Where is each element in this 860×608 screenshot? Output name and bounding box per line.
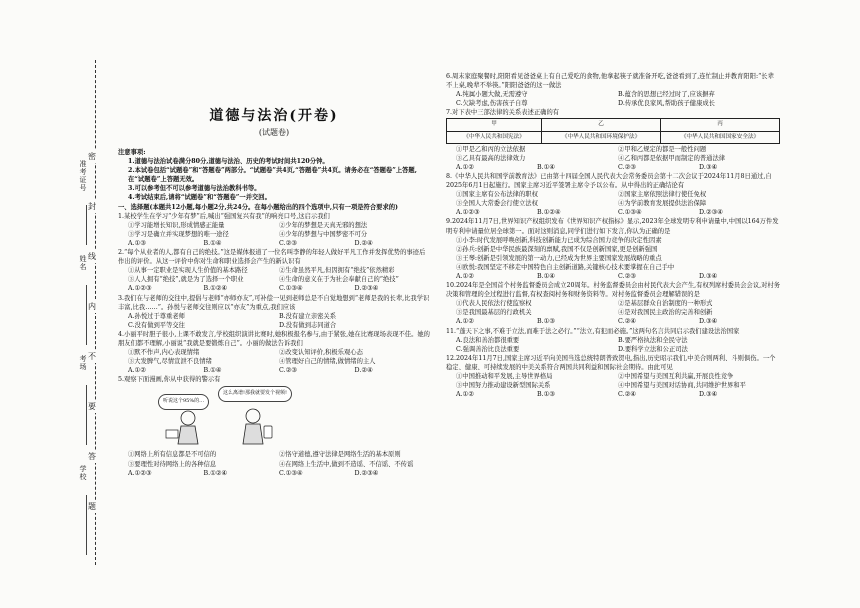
- question-choices: [446, 90, 780, 108]
- answer-options: [118, 239, 430, 248]
- question-choices: [446, 372, 780, 390]
- law-table: [446, 118, 780, 143]
- choice: ②生命虽然平凡,但因拥有“绝技”依然精彩: [279, 267, 395, 275]
- binding-fill-line: [86, 285, 87, 345]
- answer-option: C.②③: [618, 272, 636, 280]
- choice: D.没有做到志同道合: [279, 321, 337, 329]
- choice: A.纯属小题大做,无需遵守: [456, 91, 528, 99]
- answer-option: B.①④: [537, 272, 555, 280]
- choice: D.传承优良家风,帮助孩子健康成长: [618, 100, 715, 108]
- notes-item: 2.本试卷包括“试题卷”和“答题卷”两部分。“试题卷”共4页,“答题卷”共4页。请务必在“答题卷”上答题,在“试题卷”上答题无效。: [128, 167, 417, 184]
- answer-option: A.①③: [128, 239, 146, 247]
- choice: ②甲和乙规定的都是一般性问题: [618, 145, 707, 153]
- choice: ①网络上所有信息都是不可信的: [128, 451, 217, 459]
- answer-option: D.②④: [354, 367, 373, 375]
- binding-strip: [60, 55, 120, 575]
- notes-item: 3.可以参考但不可以参考道德与法治教科书等。: [128, 185, 261, 193]
- answer-option: B.①④: [203, 367, 222, 375]
- question-stem: 5.观察下面漫画,你从中获得的警示有: [118, 376, 221, 384]
- choice: ④欧悦:我国坚定不移走中国特色自主创新道路,关键核心技术要掌握在自己手中: [456, 263, 675, 271]
- table-cell: 《中华人民共和国环境保护法》: [542, 131, 661, 143]
- choice: ③是我国最基层的行政机关: [456, 309, 532, 317]
- choice: ③全国人大常委会行使立法权: [456, 200, 538, 208]
- question-stem: 9.2024年11月7日,世界知识产权组织发布《世界知识产权指标》显示,2023年全球发明专利申请量中,中国以164万件发明专利申请量位居全球第一。面对这则消息,同学们进行如下发言,你认为正确的是: [446, 218, 779, 235]
- binding-fill-line: [86, 385, 87, 445]
- answer-options: [446, 163, 780, 172]
- answer-option: A.①②: [456, 272, 474, 280]
- question-choices: [118, 266, 430, 284]
- question-choices: [118, 312, 430, 330]
- answer-option: D.②③④: [699, 209, 723, 217]
- choice: ③大发脾气,尽情宣泄不良情绪: [128, 358, 212, 366]
- choice: ④为学前教育发展提供法治保障: [618, 200, 707, 208]
- choice: A.孙悦过于尊重老师: [128, 312, 185, 320]
- question-choices: [118, 221, 430, 239]
- table-header: 甲: [447, 119, 542, 131]
- choice: ②恪守道德,遵守法律是网络生活的基本原则: [279, 451, 401, 459]
- question-stem: 4.小丽平时胆子很小,上课不敢发言,学校组织演讲比赛时,她积极报名参与,由于紧张,她在比赛现场表现不佳。她的朋友们都不理解,小丽说“我就是要锻炼自己”。小丽的做法告诉我们: [118, 330, 430, 347]
- answer-option: B.①③: [537, 391, 555, 399]
- binding-fill-line: [86, 495, 87, 555]
- answer-option: C.①③④: [279, 469, 303, 477]
- answer-option: B.①④: [537, 163, 555, 171]
- answer-option: B.①④: [203, 239, 222, 247]
- answer-option: D.②④: [354, 239, 373, 247]
- choice: B.要严格执法和全民守法: [618, 336, 688, 344]
- choice: C.没有做到平等交往: [128, 321, 185, 329]
- notes-item: 1.道德与法治试卷满分80分,道德与法治、历史的考试时间共120分钟。: [128, 158, 329, 166]
- choice: ④少年的梦想与中国梦密不可分: [279, 230, 368, 238]
- question-stem: 1.某校学生在学习“少年有梦”后,喊出“强国复兴有我”的响亮口号,这启示我们: [118, 212, 330, 220]
- binding-fill-line: [86, 205, 87, 245]
- choice: ③中国努力推动建设新型国际关系: [456, 382, 551, 390]
- notes-heading: 注意事项:: [118, 149, 146, 156]
- answer-option: C.②③: [279, 239, 297, 247]
- answer-option: B.①②④: [203, 469, 228, 477]
- choice: ③人人拥有“绝技”,就是为了选择一个职业: [128, 276, 244, 284]
- question-stem: 10.2024年是全国首个村务监督委员会成立20周年。村务监督委员会由村民代表大会产生,有权列席村委员会会议,对村务决策和管理的全过程进行监督,有权查阅村务和财务资料等。对村务监督委员会理解错误的是: [446, 282, 781, 299]
- answer-options: [446, 208, 780, 217]
- question-stem: 8.《中华人民共和国学前教育法》已由第十四届全国人民代表大会常务委员会第十二次会议于2024年11月8日通过,自2025年6月1日起施行。国家主席习近平签署主席令予以公布。从中得出的正确结论有: [446, 172, 772, 190]
- cut-line-char: 内: [88, 302, 96, 311]
- choice: ①甲是乙和丙的立法依据: [456, 145, 526, 153]
- question-choices: [446, 299, 780, 317]
- question-stem: 11.“蓬天下之事,不难于立法,而难于法之必行。”“法立,有犯而必施。”这两句名言共同启示我们建设法治国家: [446, 327, 740, 335]
- choice: ②国家主席依照法律行使任免权: [618, 191, 707, 199]
- choice: ④是对我国民主政治的完善和创新: [618, 309, 713, 317]
- choice: ①中国推动和平发展,主导世界格局: [456, 373, 553, 380]
- choice: B.没有建立亲密关系: [279, 312, 337, 320]
- page-subtitle: (试题卷): [258, 128, 290, 137]
- cut-line-char: 要: [88, 402, 96, 411]
- table-header: 丙: [661, 119, 780, 131]
- question-stem: 3.我们在与老师的交往中,提倡与老师“亦师亦友”,可补偿一见到老师总是不自觉地想到“老师是我的长辈,比我学识丰富,比我……”。孙悦与老师交往则应以“亦友”为重点,我们应该: [118, 294, 430, 311]
- cut-line-char: 答: [88, 452, 96, 461]
- choice: ④生命的意义在于为社会奉献自己的“绝技”: [279, 276, 399, 284]
- choice: ③乙具有最高的法律效力: [456, 154, 526, 162]
- choice: ①国家主席有公布法律的职权: [456, 191, 538, 199]
- cut-line-char: 线: [88, 252, 96, 261]
- answer-option: C.②④: [618, 391, 636, 399]
- choice: ③学习是确立并实现梦想的唯一途径: [128, 230, 229, 238]
- cut-line-char: 封: [88, 202, 96, 211]
- table-header: 乙: [542, 119, 661, 131]
- choice: ①默不作声,内心表现情绪: [128, 349, 200, 357]
- choice: C.强调善治比良法重要: [456, 345, 520, 353]
- choice: ①小李:时代发展呼唤创新,科技创新能力已成为综合国力竞争的决定性因素: [456, 236, 662, 244]
- question-choices: [118, 348, 430, 366]
- binding-label: 学校: [79, 465, 87, 481]
- answer-option: A.①②③: [456, 209, 480, 217]
- speech-bubble: 听说这个95%的…: [158, 394, 209, 409]
- question-stem: 2.“每个从业者的人,都有自己的绝技。”这是媒体报道了一位名叫李静的年轻人做好平凡工作并发挥优势的事迹后作出的评价。从这一评价中你对生命和职业选择会产生的新认识有: [118, 249, 426, 266]
- table-cell: 《中华人民共和国国家安全法》: [661, 131, 780, 143]
- answer-options: [118, 366, 430, 375]
- answer-option: A.①②: [128, 367, 146, 375]
- choice: B.蕴含的思想已经过时了,应该摒弃: [618, 91, 715, 99]
- answer-option: C.②③: [279, 367, 297, 375]
- answer-options: [118, 284, 430, 293]
- choice: ①代表人民依法行使监察权: [456, 300, 532, 308]
- answer-option: D.②③④: [354, 469, 379, 477]
- answer-option: D.③④: [699, 318, 718, 326]
- question-choices: [118, 450, 430, 468]
- table-cell: 《中华人民共和国宪法》: [447, 131, 542, 143]
- answer-option: C.①③④: [279, 285, 303, 293]
- choice: D.要科学立法和公正司法: [618, 345, 688, 353]
- cut-line-char: 不: [88, 352, 96, 361]
- left-column: [118, 70, 430, 478]
- question-stem: 6.周末家庭聚餐时,阳阳看见爸爸桌上有自己爱吃的食物,他拿起筷子就准备开吃,爸爸看到了,连忙制止并教育阳阳:“长辈不上桌,晚辈不举筷。”阳阳爸爸的这一做法: [446, 73, 774, 90]
- cartoon-illustration: [148, 386, 318, 448]
- choice: ②中国希望与美国互利共赢,开展良性竞争: [618, 373, 734, 380]
- choice: A.良法和善治都很重要: [456, 336, 520, 344]
- answer-option: A.①②: [456, 391, 474, 399]
- answer-option: A.①②③: [128, 469, 152, 477]
- answer-option: A.①②: [456, 318, 474, 326]
- answer-option: B.①②④: [537, 209, 561, 217]
- speech-bubble: 这么离谱!那我就要发个视频!: [218, 386, 292, 401]
- choice: C.欠缺考虑,伤害孩子自尊: [456, 100, 528, 108]
- answer-options: [446, 317, 780, 326]
- answer-option: C.②④: [618, 318, 636, 326]
- question-stem: 7.对下表中三部法律的关系表述正确的有: [446, 109, 560, 117]
- binding-label: 准考证号: [79, 160, 87, 192]
- choice: ①从事一定职业是实现人生价值的基本路径: [128, 267, 248, 275]
- cut-line-char: 题: [88, 502, 96, 511]
- question-choices: [446, 190, 780, 208]
- choice: ②少年的梦想是天真无邪的想法: [279, 221, 368, 229]
- choice: ②孙兵:创新是中华民族最深刻的禀赋,我国不仅是创新国家,更是创新强国: [456, 245, 658, 253]
- answer-option: D.②③④: [354, 285, 379, 293]
- binding-label: 姓名: [79, 255, 87, 271]
- answer-option: C.②③: [618, 163, 636, 171]
- choice: ④中国希望与美国对话协商,共同维护世界和平: [618, 382, 746, 390]
- cut-line-char: 密: [88, 152, 96, 161]
- question-choices: [446, 336, 780, 354]
- choice: ②是基层群众自治制度的一种形式: [618, 300, 713, 308]
- page-title: 道德与法治(开卷): [209, 108, 339, 124]
- question-stem: 12.2024年11月7日,国家主席习近平向美国当选总统特朗普致贺电,指出,历史昭示我们,中美合则两利、斗则俱伤。一个稳定、健康、可持续发展的中美关系符合两国共同利益和国际社会期待。由此可见: [446, 354, 776, 371]
- binding-label: 考场: [79, 355, 87, 371]
- answer-option: A.①②: [456, 163, 474, 171]
- answer-option: D.③④: [699, 391, 718, 399]
- choice: ③王琴:创新是引领发展的第一动力,已经成为世界主要国家发展战略的重点: [456, 254, 662, 262]
- choice: ④乙和丙都是依据甲而制定的普通法律: [618, 154, 726, 162]
- choice: ④在网络上生活中,做到不造谣、不信谣、不传谣: [279, 460, 414, 468]
- answer-option: B.①②④: [203, 285, 228, 293]
- section-heading: 一、选择题(本题共12小题,每小题2分,共24分。在每小题给出的四个选项中,只有一项是符合要求的): [118, 203, 399, 211]
- choice: ③要理性对待网络上的各种信息: [128, 460, 217, 468]
- choice: ④管理好自己的情绪,做情绪的主人: [279, 358, 376, 366]
- notes-item: 4.考试结束后,请将“试题卷”和“答题卷”一并交回。: [128, 194, 271, 202]
- choice: ②改变认知评价,积极乐观心态: [279, 349, 363, 357]
- answer-option: C.①③④: [618, 209, 642, 217]
- right-column: [446, 72, 780, 399]
- answer-option: D.③④: [699, 163, 718, 171]
- answer-options: [446, 390, 780, 399]
- answer-options: [446, 272, 780, 281]
- answer-option: A.①②③: [128, 285, 152, 293]
- answer-options: [118, 469, 430, 478]
- choice: ①学习能增长知识,形成情感正能量: [128, 221, 225, 229]
- answer-option: B.①③: [537, 318, 555, 326]
- answer-option: D.③④: [699, 272, 718, 280]
- question-choices: [446, 145, 780, 163]
